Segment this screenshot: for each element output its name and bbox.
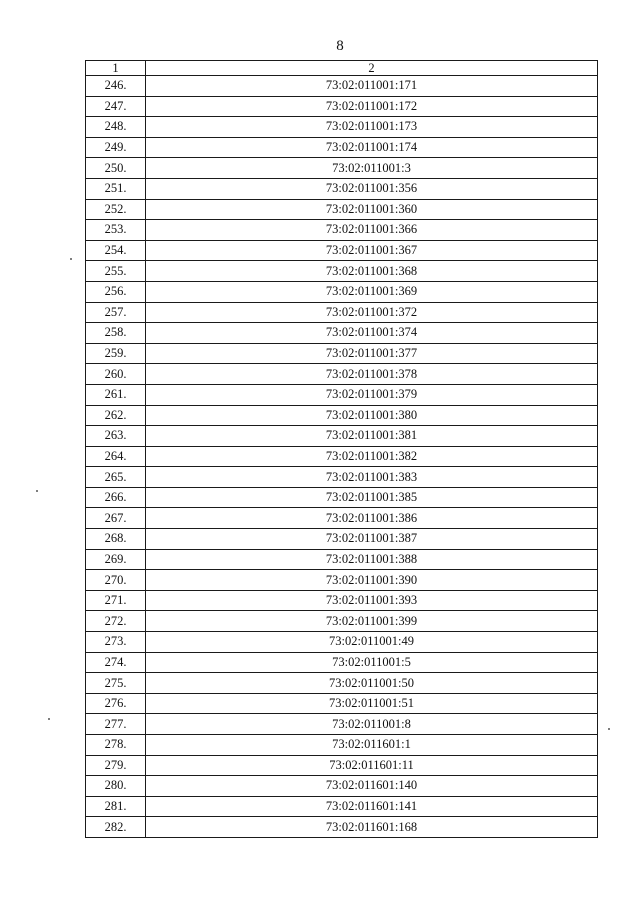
row-number-cell: 249. (86, 137, 146, 158)
cadastral-number-cell: 73:02:011001:383 (146, 467, 598, 488)
cadastral-number-cell: 73:02:011001:378 (146, 364, 598, 385)
scan-speck (48, 718, 50, 720)
table-row (86, 755, 598, 776)
row-number-cell: 260. (86, 364, 146, 385)
cadastral-number-cell: 73:02:011001:387 (146, 529, 598, 550)
table-row (86, 261, 598, 282)
row-number-cell: 253. (86, 220, 146, 241)
cadastral-number-cell: 73:02:011601:140 (146, 776, 598, 797)
cadastral-number-cell: 73:02:011001:51 (146, 693, 598, 714)
row-number-cell: 254. (86, 240, 146, 261)
cadastral-number-cell: 73:02:011001:381 (146, 426, 598, 447)
table-row (86, 158, 598, 179)
row-number-cell: 262. (86, 405, 146, 426)
table-row (86, 302, 598, 323)
row-number-cell: 278. (86, 735, 146, 756)
row-number-cell: 267. (86, 508, 146, 529)
table-row (86, 508, 598, 529)
cadastral-number-cell: 73:02:011001:379 (146, 384, 598, 405)
table-row (86, 76, 598, 97)
cadastral-number-cell: 73:02:011001:174 (146, 137, 598, 158)
column-header-1: 1 (86, 61, 146, 76)
table-row (86, 796, 598, 817)
row-number-cell: 277. (86, 714, 146, 735)
row-number-cell: 266. (86, 487, 146, 508)
row-number-cell: 247. (86, 96, 146, 117)
cadastral-number-cell: 73:02:011001:173 (146, 117, 598, 138)
table-row (86, 343, 598, 364)
table-row (86, 96, 598, 117)
cadastral-number-cell: 73:02:011001:172 (146, 96, 598, 117)
table-row (86, 735, 598, 756)
column-header-2: 2 (146, 61, 598, 76)
row-number-cell: 271. (86, 590, 146, 611)
row-number-cell: 275. (86, 673, 146, 694)
row-number-cell: 250. (86, 158, 146, 179)
row-number-cell: 248. (86, 117, 146, 138)
row-number-cell: 265. (86, 467, 146, 488)
cadastral-number-cell: 73:02:011001:3 (146, 158, 598, 179)
cadastral-number-cell: 73:02:011001:386 (146, 508, 598, 529)
cadastral-number-cell: 73:02:011001:368 (146, 261, 598, 282)
header-row (86, 61, 598, 76)
table-row (86, 590, 598, 611)
cadastral-number-cell: 73:02:011001:49 (146, 632, 598, 653)
row-number-cell: 281. (86, 796, 146, 817)
row-number-cell: 279. (86, 755, 146, 776)
cadastral-number-cell: 73:02:011001:399 (146, 611, 598, 632)
table-row (86, 549, 598, 570)
table-row (86, 611, 598, 632)
row-number-cell: 270. (86, 570, 146, 591)
table-row (86, 323, 598, 344)
row-number-cell: 256. (86, 281, 146, 302)
table-row (86, 281, 598, 302)
table-row (86, 714, 598, 735)
row-number-cell: 268. (86, 529, 146, 550)
cadastral-number-cell: 73:02:011601:11 (146, 755, 598, 776)
cadastral-number-cell: 73:02:011601:141 (146, 796, 598, 817)
row-number-cell: 280. (86, 776, 146, 797)
table-row (86, 426, 598, 447)
cadastral-number-cell: 73:02:011001:377 (146, 343, 598, 364)
table-header (86, 61, 598, 76)
cadastral-table (85, 60, 598, 838)
row-number-cell: 257. (86, 302, 146, 323)
cadastral-number-cell: 73:02:011001:388 (146, 549, 598, 570)
cadastral-number-cell: 73:02:011001:390 (146, 570, 598, 591)
table-row (86, 137, 598, 158)
cadastral-number-cell: 73:02:011001:356 (146, 178, 598, 199)
table-row (86, 632, 598, 653)
table-row (86, 240, 598, 261)
row-number-cell: 282. (86, 817, 146, 838)
cadastral-number-cell: 73:02:011001:385 (146, 487, 598, 508)
table-row (86, 529, 598, 550)
row-number-cell: 264. (86, 446, 146, 467)
table-row (86, 446, 598, 467)
table-row (86, 178, 598, 199)
row-number-cell: 274. (86, 652, 146, 673)
table-row (86, 570, 598, 591)
page-number: 8 (336, 38, 344, 54)
cadastral-number-cell: 73:02:011001:366 (146, 220, 598, 241)
row-number-cell: 269. (86, 549, 146, 570)
row-number-cell: 261. (86, 384, 146, 405)
table-body (86, 76, 598, 838)
cadastral-number-cell: 73:02:011001:369 (146, 281, 598, 302)
cadastral-number-cell: 73:02:011601:1 (146, 735, 598, 756)
table-row (86, 199, 598, 220)
cadastral-number-cell: 73:02:011001:380 (146, 405, 598, 426)
row-number-cell: 273. (86, 632, 146, 653)
cadastral-number-cell: 73:02:011001:372 (146, 302, 598, 323)
row-number-cell: 272. (86, 611, 146, 632)
row-number-cell: 263. (86, 426, 146, 447)
table-row (86, 467, 598, 488)
cadastral-number-cell: 73:02:011601:168 (146, 817, 598, 838)
table-row (86, 817, 598, 838)
cadastral-number-cell: 73:02:011001:374 (146, 323, 598, 344)
row-number-cell: 276. (86, 693, 146, 714)
table-row (86, 220, 598, 241)
row-number-cell: 255. (86, 261, 146, 282)
row-number-cell: 259. (86, 343, 146, 364)
table-row (86, 364, 598, 385)
scan-speck (608, 728, 610, 730)
cadastral-number-cell: 73:02:011001:171 (146, 76, 598, 97)
row-number-cell: 252. (86, 199, 146, 220)
row-number-cell: 251. (86, 178, 146, 199)
cadastral-number-cell: 73:02:011001:393 (146, 590, 598, 611)
row-number-cell: 258. (86, 323, 146, 344)
scan-speck (70, 258, 72, 260)
table-row (86, 693, 598, 714)
table-row (86, 776, 598, 797)
table-row (86, 673, 598, 694)
cadastral-number-cell: 73:02:011001:360 (146, 199, 598, 220)
cadastral-number-cell: 73:02:011001:382 (146, 446, 598, 467)
scan-speck (36, 490, 38, 492)
table-row (86, 487, 598, 508)
table-row (86, 384, 598, 405)
cadastral-number-cell: 73:02:011001:8 (146, 714, 598, 735)
cadastral-number-cell: 73:02:011001:5 (146, 652, 598, 673)
row-number-cell: 246. (86, 76, 146, 97)
cadastral-number-cell: 73:02:011001:367 (146, 240, 598, 261)
cadastral-number-cell: 73:02:011001:50 (146, 673, 598, 694)
table-row (86, 405, 598, 426)
table-row (86, 117, 598, 138)
table-row (86, 652, 598, 673)
